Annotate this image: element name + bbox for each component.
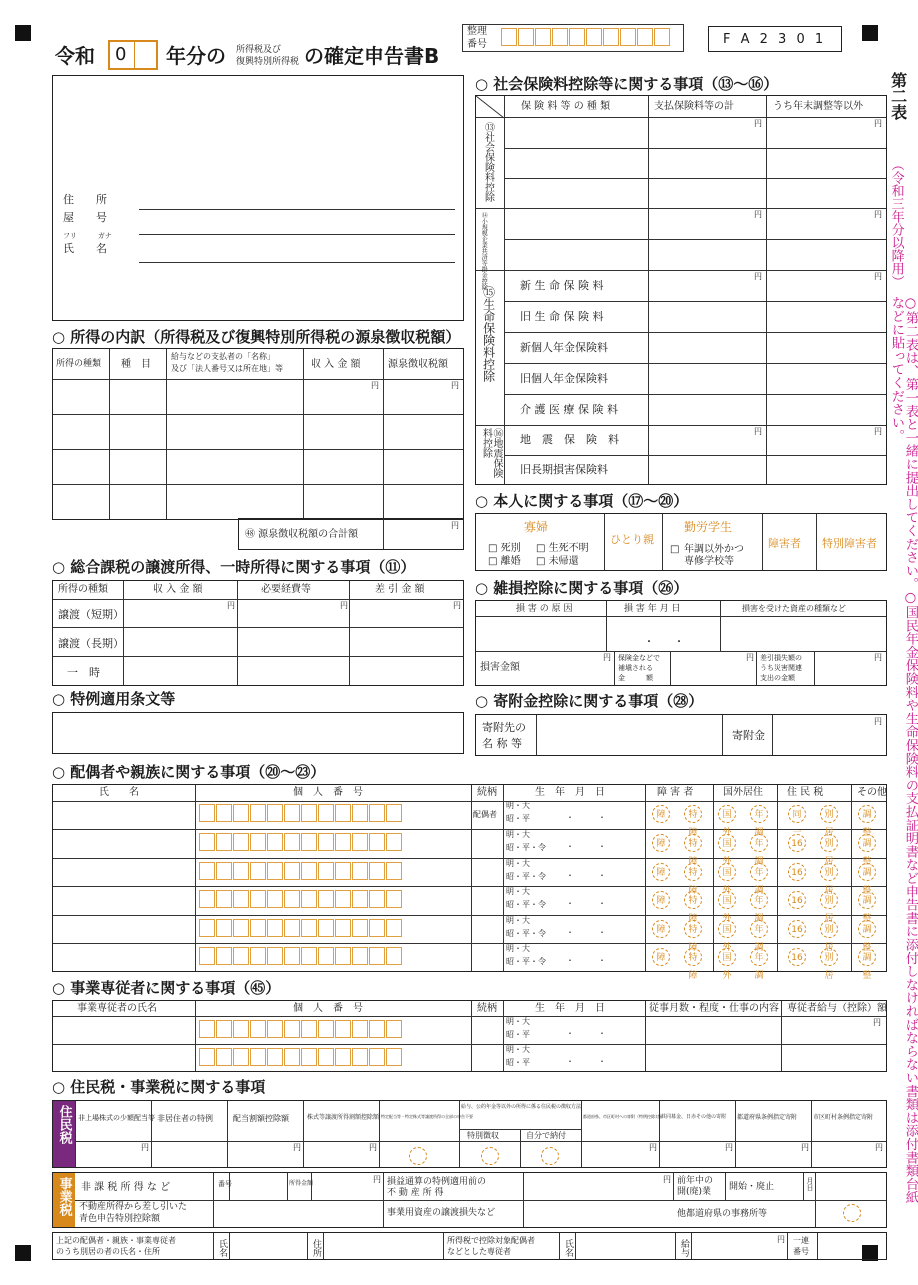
- era-option[interactable]: 昭・平: [506, 1058, 530, 1067]
- student-checkbox[interactable]: □: [670, 544, 680, 555]
- address-block: [52, 75, 464, 321]
- donation-table: [475, 714, 887, 756]
- donation-recipient-label: 寄附先の: [482, 721, 526, 734]
- insurance-label-2: 補塡される: [618, 664, 653, 672]
- col-paid-total: 支払保険料等の計: [654, 101, 734, 112]
- date-separator: ・ ・: [566, 956, 606, 965]
- my-number-input[interactable]: [199, 947, 403, 966]
- form-title: の確定申告書B: [304, 44, 440, 68]
- month-day-label: 月日: [806, 1177, 814, 1191]
- my-number-input[interactable]: [199, 919, 403, 938]
- self-pay-checkbox[interactable]: [541, 1147, 559, 1165]
- family-mark-2[interactable]: 国外: [718, 948, 736, 966]
- row-short-term: 譲渡（短期）: [58, 608, 124, 621]
- form-code-box: [708, 26, 842, 52]
- yen-mark: 円: [227, 601, 235, 610]
- registration-mark: [862, 25, 878, 41]
- spouse-label: 配偶者: [473, 810, 497, 819]
- opt-not-returned-label: 未帰還: [548, 556, 579, 567]
- yen-mark: 円: [754, 210, 762, 219]
- family-mark-3[interactable]: 年調: [750, 863, 768, 881]
- col-name: 氏 名: [99, 787, 139, 798]
- blue-return-label-2: 青色申告特別控除額: [79, 1214, 161, 1224]
- side-label-14: ⑭小規模企業共済等掛金控除: [480, 212, 488, 290]
- year-input[interactable]: [108, 40, 158, 70]
- self-pay-label: 自分で納付: [526, 1131, 566, 1140]
- col-expenses: 必要経費等: [261, 584, 311, 595]
- income-amount-label: 所得金額: [289, 1180, 314, 1187]
- footer-table: [52, 1232, 887, 1260]
- yen-mark: 円: [603, 653, 611, 662]
- col-employee-number: 個 人 番 号: [293, 1003, 363, 1014]
- special-disabled-option[interactable]: 特別障害者: [822, 537, 877, 550]
- date-separator: ・ ・: [566, 871, 606, 880]
- side-panel-note: ○第二表は、第一表と一緒に提出してください。○国民年金保険料や生命保険料の支払証明書など申告書に添付しなければならない書類は添付書類台紙などに貼ってください。: [888, 296, 918, 1204]
- yen-mark: 円: [373, 1175, 381, 1184]
- era-option[interactable]: 明・大: [506, 830, 530, 839]
- date-separator: ・ ・: [566, 899, 606, 908]
- col-hometown-donation: 都道府県、市区町村への寄附（特例控除対象）: [583, 1114, 667, 1119]
- separate-resident-label-2: のうち別居の者の氏名・住所: [56, 1247, 160, 1256]
- family-section-title: ○ 配偶者や親族に関する事項（⑳〜㉓）: [52, 763, 326, 781]
- era-option[interactable]: 明・大: [506, 887, 530, 896]
- transfer-table: [52, 580, 464, 686]
- donation-amount-label: 寄附金: [732, 729, 765, 742]
- yen-mark: 円: [293, 1143, 301, 1152]
- other-office-checkbox[interactable]: [843, 1204, 861, 1222]
- opt-missing[interactable]: □ 生死不明: [536, 543, 589, 554]
- yen-mark: 円: [874, 717, 882, 726]
- my-number-input[interactable]: [199, 890, 403, 909]
- row-earthquake: 地 震 保 険 料: [520, 433, 619, 446]
- withholding-total-box: [238, 518, 464, 550]
- family-mark-3[interactable]: 年調: [750, 834, 768, 852]
- era-option[interactable]: 昭・平: [506, 814, 530, 823]
- family-mark-0[interactable]: 障: [652, 948, 670, 966]
- my-number-input[interactable]: [199, 804, 403, 823]
- era-option[interactable]: 明・大: [506, 944, 530, 953]
- donation-section-title: ○ 寄附金控除に関する事項（㉘）: [475, 692, 704, 710]
- date-separator: ・ ・: [644, 637, 684, 648]
- family-mark-4[interactable]: 同一: [788, 805, 806, 823]
- family-mark-5[interactable]: 別居: [820, 920, 838, 938]
- widow-option[interactable]: 寡婦: [524, 520, 549, 534]
- family-mark-2[interactable]: 国外: [718, 863, 736, 881]
- opt-divorced[interactable]: □ 離婚: [488, 556, 521, 567]
- student-note-2: 専修学校等: [684, 556, 734, 567]
- spouse-employee-label-2: などとした専従者: [447, 1247, 511, 1256]
- donation-recipient-label-2: 名 称 等: [482, 737, 522, 750]
- casualty-table: [475, 600, 887, 686]
- col-income-type: 所得の種類: [58, 584, 108, 595]
- registration-mark: [15, 25, 31, 41]
- special-section-title: ○ 特例適用条文等: [52, 690, 176, 708]
- yen-mark: 円: [873, 1018, 881, 1027]
- row-new-life: 新 生 命 保 険 料: [520, 279, 604, 292]
- yen-mark: 円: [725, 1143, 733, 1152]
- col-non-year-end: うち年末調整等以外: [773, 101, 863, 112]
- family-mark-5[interactable]: 別居: [820, 891, 838, 909]
- side-panel-title: 第二表: [888, 72, 908, 120]
- col-dividend-deduction: 配当割額控除額: [233, 1114, 289, 1123]
- yen-mark: 円: [453, 601, 461, 610]
- yen-mark: 円: [141, 1143, 149, 1152]
- family-mark-5[interactable]: 別居: [820, 863, 838, 881]
- prev-year-label: 前年中の: [677, 1176, 714, 1186]
- business-tax-side-label: 事業税: [56, 1177, 72, 1216]
- row-long-term: 譲渡（長期）: [58, 637, 124, 650]
- col-cause: 損 害 の 原 因: [516, 604, 573, 614]
- opt-missing-label: 生死不明: [548, 543, 589, 554]
- employee-my-number-input[interactable]: [199, 1020, 403, 1039]
- serial-label-2: 番号: [793, 1247, 809, 1256]
- insurance-section-title: ○ 社会保険料控除等に関する事項（⑬〜⑯）: [475, 75, 779, 93]
- real-estate-label: 損益通算の特例適用前の: [387, 1177, 487, 1187]
- form-code: F A 2 3 0 1: [723, 32, 827, 47]
- family-mark-1[interactable]: 特障: [684, 863, 702, 881]
- employee-table: [52, 1000, 887, 1072]
- col-birthdate: 生 年 月 日: [535, 787, 605, 798]
- family-mark-6[interactable]: 調整: [858, 948, 876, 966]
- single-parent-option[interactable]: ひとり親: [610, 533, 654, 546]
- side-label-13: ⑬社会保険料控除: [482, 122, 494, 202]
- row-temporary: 一 時: [67, 666, 100, 679]
- my-number-input[interactable]: [199, 862, 403, 881]
- opt-divorced-label: 離婚: [500, 556, 521, 567]
- row-old-long-term: 旧長期損害保険料: [520, 463, 608, 476]
- resident-section-title: ○ 住民税・事業税に関する事項: [52, 1078, 266, 1096]
- family-mark-0[interactable]: 障: [652, 805, 670, 823]
- yen-mark: 円: [874, 210, 882, 219]
- col-asset-type: 損害を受けた資産の種類など: [742, 604, 846, 613]
- student-note-1: 年調以外かつ: [684, 544, 744, 555]
- family-mark-1[interactable]: 特障: [684, 948, 702, 966]
- opt-bereaved[interactable]: □ 死別: [488, 543, 521, 554]
- family-mark-4[interactable]: 16: [788, 891, 806, 909]
- tax-small-2: 復興特別所得税: [236, 57, 300, 67]
- damage-amount-label: 損害金額: [480, 662, 520, 673]
- yen-mark: 円: [874, 427, 882, 436]
- row-new-pension: 新個人年金保険料: [520, 341, 608, 354]
- row-nursing-medical: 介 護 医 療 保 険 料: [520, 403, 618, 416]
- shop-name-label: 屋 号: [63, 211, 107, 224]
- family-mark-5[interactable]: 別居: [820, 805, 838, 823]
- col-payer-2: 及び「法人番号又は所在地」等: [171, 364, 283, 373]
- family-mark-0[interactable]: 障: [652, 863, 670, 881]
- yen-mark: 円: [663, 1175, 671, 1184]
- era-option[interactable]: 昭・平・令: [506, 900, 546, 909]
- col-disabled: 障 害 者: [657, 787, 694, 798]
- col-prefecture-donation: 都道府県条例指定寄附: [737, 1114, 798, 1121]
- family-mark-1[interactable]: 特障: [684, 920, 702, 938]
- insurance-table: [475, 95, 887, 485]
- year-value: 0: [115, 44, 127, 65]
- seiri-number-field[interactable]: [462, 24, 684, 52]
- yen-mark: 円: [371, 381, 379, 390]
- yen-mark: 円: [801, 1143, 809, 1152]
- family-mark-6[interactable]: 調整: [858, 805, 876, 823]
- asset-loss-label: 事業用資産の譲渡損失など: [387, 1208, 496, 1218]
- col-insurance-type: 保 険 料 等 の 種 類: [521, 101, 611, 112]
- employee-section-title: ○ 事業専従者に関する事項（㊺）: [52, 979, 281, 997]
- casualty-section-title: ○ 雑損控除に関する事項（㉖）: [475, 579, 689, 597]
- family-mark-4[interactable]: 16: [788, 948, 806, 966]
- era-label: 令和: [55, 44, 95, 68]
- col-other-donation: 共同募金、日赤その他の寄附: [661, 1114, 727, 1120]
- col-net: 差 引 金 額: [375, 584, 425, 595]
- era-option[interactable]: 昭・平・令: [506, 872, 546, 881]
- self-table: [475, 513, 887, 571]
- family-mark-4[interactable]: 16: [788, 863, 806, 881]
- tax-small-1: 所得税及び: [236, 45, 282, 55]
- yen-mark: 円: [369, 1143, 377, 1152]
- yen-mark: 円: [451, 381, 459, 390]
- col-employee-relation: 続柄: [477, 1003, 497, 1014]
- family-mark-2[interactable]: 国外: [718, 805, 736, 823]
- year-suffix: 年分の: [166, 44, 226, 68]
- serial-label: 一連: [793, 1236, 809, 1245]
- col-my-number: 個 人 番 号: [293, 787, 363, 798]
- era-option[interactable]: 昭・平・令: [506, 843, 546, 852]
- col-payer: 給与などの支払者の「名称」: [171, 352, 275, 361]
- yen-mark: 円: [340, 601, 348, 610]
- blue-return-label: 不動産所得から差し引いた: [79, 1202, 188, 1212]
- my-number-input[interactable]: [199, 833, 403, 852]
- income-table: [52, 348, 464, 520]
- row-old-pension: 旧個人年金保険料: [520, 372, 608, 385]
- furigana-label: フリ ガナ: [63, 232, 112, 240]
- family-mark-6[interactable]: 調整: [858, 891, 876, 909]
- family-mark-0[interactable]: 障: [652, 834, 670, 852]
- self-section-title: ○ 本人に関する事項（⑰〜⑳）: [475, 492, 689, 510]
- deduct-label-3: 支出の金額: [760, 674, 795, 682]
- transfer-section-title: ○ 総合課税の譲渡所得、一時所得に関する事項（⑪）: [52, 558, 416, 576]
- yen-mark: 円: [746, 653, 754, 662]
- date-separator: ・ ・: [566, 928, 606, 937]
- era-option[interactable]: 明・大: [506, 1045, 530, 1054]
- family-mark-3[interactable]: 年調: [750, 891, 768, 909]
- business-tax-table: [52, 1172, 887, 1228]
- yen-mark: 円: [777, 1235, 785, 1244]
- col-nonresident: 非居住者の特例: [157, 1114, 213, 1123]
- yen-mark: 円: [874, 272, 882, 281]
- era-option[interactable]: 昭・平: [506, 1030, 530, 1039]
- era-option[interactable]: 明・大: [506, 1017, 530, 1026]
- family-mark-4[interactable]: 16: [788, 834, 806, 852]
- withholding-total-label: ㊽ 源泉徴収税額の合計額: [245, 529, 359, 540]
- special-provisions-field[interactable]: [52, 712, 464, 754]
- footer-name-label: 氏名: [217, 1239, 227, 1257]
- col-stock-deduction: 株式等譲渡所得割額控除額: [307, 1114, 380, 1121]
- col-abroad: 国外居住: [723, 787, 763, 798]
- yen-mark: 円: [875, 1143, 883, 1152]
- col-small-dividend: 非上場株式の少額配当等: [78, 1114, 155, 1122]
- family-mark-0[interactable]: 障: [652, 891, 670, 909]
- opt-bereaved-label: 死別: [500, 543, 521, 554]
- era-option[interactable]: 明・大: [506, 801, 530, 810]
- footer-address-label: 住所: [311, 1239, 321, 1257]
- col-employee-work: 従事月数・程度・仕事の内容: [649, 1003, 779, 1014]
- employee-my-number-input[interactable]: [199, 1048, 403, 1067]
- resident-tax-side-label: 住民税: [56, 1105, 72, 1144]
- opt-not-returned[interactable]: □ 未帰還: [536, 556, 579, 567]
- family-mark-3[interactable]: 年調: [750, 948, 768, 966]
- special-collection-label: 特別徴収: [467, 1131, 499, 1140]
- family-mark-2[interactable]: 国外: [718, 891, 736, 909]
- yen-mark: 円: [649, 1143, 657, 1152]
- spouse-employee-label: 所得税で控除対象配偶者: [447, 1236, 535, 1245]
- start-end-label: 開始・廃止: [729, 1182, 775, 1192]
- col-employee-salary: 専従者給与（控除）額: [787, 1003, 887, 1014]
- yen-mark: 円: [874, 653, 882, 662]
- resident-tax-table: [52, 1100, 887, 1168]
- date-separator: ・ ・: [566, 1029, 606, 1038]
- family-mark-4[interactable]: 16: [788, 920, 806, 938]
- col-resident-tax: 住 民 税: [787, 787, 824, 798]
- family-mark-6[interactable]: 調整: [858, 834, 876, 852]
- insurance-label: 保険金などで: [618, 654, 660, 662]
- col-withholding: 源泉徴収税額: [388, 359, 448, 370]
- deduct-label-2: うち災害関連: [760, 664, 802, 672]
- seiri-label-2: 番号: [467, 39, 487, 50]
- yen-mark: 円: [754, 427, 762, 436]
- row-old-life: 旧 生 命 保 険 料: [520, 310, 604, 323]
- salary-label: 給与: [679, 1239, 689, 1257]
- col-item: 種 目: [121, 359, 151, 370]
- col-other: その他: [857, 787, 887, 798]
- registration-mark: [15, 1245, 31, 1261]
- family-mark-5[interactable]: 別居: [820, 948, 838, 966]
- side-panel-period: （令和三年分以降用）: [888, 158, 904, 288]
- era-option[interactable]: 明・大: [506, 859, 530, 868]
- insurance-label-3: 金 額: [618, 674, 653, 682]
- yen-mark: 円: [754, 119, 762, 128]
- family-mark-1[interactable]: 特障: [684, 891, 702, 909]
- side-label-16: ⑯地震保険料控除: [480, 428, 502, 478]
- special-collection-checkbox[interactable]: [481, 1147, 499, 1165]
- col-date: 損 害 年 月 日: [624, 604, 681, 614]
- col-no-declaration: 特定配当等・特定株式等譲渡所得の全部の申告不要: [381, 1114, 473, 1119]
- family-mark-1[interactable]: 特障: [684, 834, 702, 852]
- era-option[interactable]: 明・大: [506, 916, 530, 925]
- number-label: 番号: [218, 1180, 232, 1188]
- col-city-donation: 市区町村条例指定寄附: [813, 1114, 874, 1121]
- side-label-15: ⑮生命保険料控除: [481, 286, 496, 382]
- real-estate-label-2: 不 動 産 所 得: [387, 1188, 444, 1198]
- working-student-option[interactable]: 勤労学生: [684, 520, 733, 534]
- col-employee-birthdate: 生 年 月 日: [535, 1003, 605, 1014]
- family-mark-6[interactable]: 調整: [858, 863, 876, 881]
- name-label: 氏 名: [63, 242, 107, 255]
- date-separator: ・ ・: [566, 813, 606, 822]
- family-mark-3[interactable]: 年調: [750, 805, 768, 823]
- yen-mark: 円: [451, 521, 459, 530]
- col-employee-name: 事業専従者の氏名: [77, 1003, 157, 1014]
- yen-mark: 円: [754, 272, 762, 281]
- col-income-type: 所得の種類: [56, 359, 102, 369]
- era-option[interactable]: 昭・平・令: [506, 929, 546, 938]
- date-separator: ・ ・: [566, 842, 606, 851]
- era-option[interactable]: 昭・平・令: [506, 957, 546, 966]
- deduct-label: 差引損失額の: [760, 654, 802, 662]
- date-separator: ・ ・: [566, 1057, 606, 1066]
- no-declaration-checkbox[interactable]: [409, 1147, 427, 1165]
- family-mark-5[interactable]: 別居: [820, 834, 838, 852]
- disabled-option[interactable]: 障害者: [768, 537, 801, 550]
- income-section-title: ○ 所得の内訳（所得税及び復興特別所得税の源泉徴収税額）: [52, 328, 461, 346]
- family-mark-2[interactable]: 国外: [718, 920, 736, 938]
- yen-mark: 円: [874, 119, 882, 128]
- col-revenue: 収 入 金 額: [311, 359, 361, 370]
- seiri-label-1: 整理: [467, 26, 487, 37]
- family-mark-2[interactable]: 国外: [718, 834, 736, 852]
- separate-resident-label: 上記の配偶者・親族・事業専従者: [56, 1236, 176, 1245]
- family-mark-0[interactable]: 障: [652, 920, 670, 938]
- col-revenue: 収 入 金 額: [153, 584, 203, 595]
- col-relation: 続柄: [477, 787, 497, 798]
- other-office-label: 他都道府県の事務所等: [677, 1209, 768, 1219]
- col-collection-method: 給与、公的年金等以外の所得に係る住民税の徴収方法: [461, 1104, 582, 1110]
- family-mark-6[interactable]: 調整: [858, 920, 876, 938]
- footer-name-label-2: 氏名: [563, 1239, 573, 1257]
- family-mark-1[interactable]: 特障: [684, 805, 702, 823]
- address-label: 住 所: [63, 193, 107, 206]
- open-close-label: 開(廃)業: [677, 1187, 712, 1197]
- family-mark-3[interactable]: 年調: [750, 920, 768, 938]
- nontaxable-income-label: 非 課 税 所 得 な ど: [81, 1182, 171, 1193]
